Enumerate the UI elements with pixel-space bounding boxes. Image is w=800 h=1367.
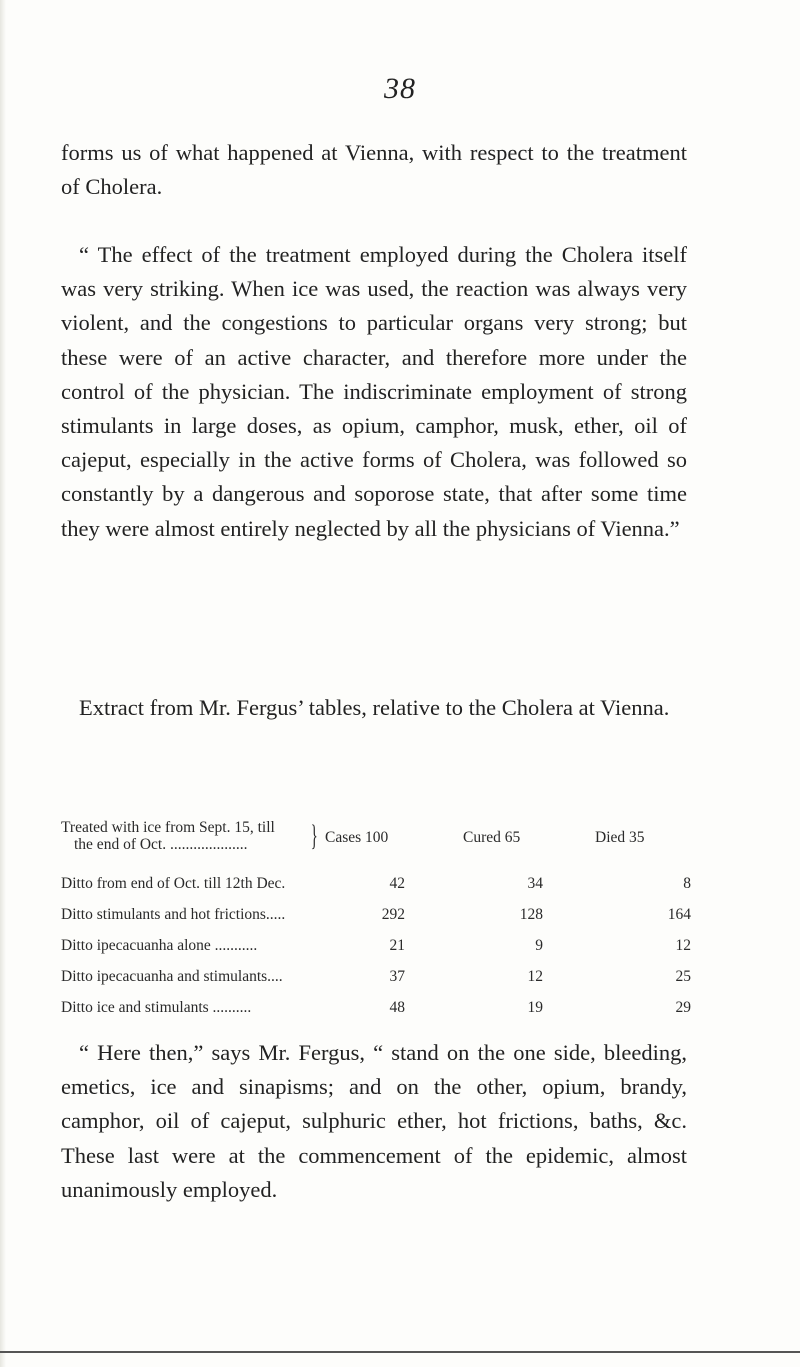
cases-value: 292	[381, 906, 405, 923]
table-row	[61, 967, 691, 987]
paragraph-quote-text: “ The effect of the treatment employed during the Cholera itself was very striking. When ice was used, the reaction was always very violent, and the congestions to particular organs very strong; but these were of an active character, and therefore more under the control of the physician. The indiscriminate employment of strong stimulants in large doses, as opium, camphor, musk, ether, oil of cajeput, especially in the active forms of Cholera, was followed so constantly by a dangerous and soporose state, that after some time they were almost entirely neglected by all the physicians of Vienna.”	[61, 242, 687, 541]
cured-value: 128	[519, 906, 543, 923]
table-row	[61, 998, 691, 1018]
page-bottom-rule	[0, 1351, 800, 1353]
row-label: Ditto stimulants and hot frictions.....	[61, 906, 286, 923]
paragraph-continuation: forms us of what happened at Vienna, with respect to the treatment of Cholera.	[61, 140, 687, 200]
cases-value: 42	[389, 875, 405, 892]
brace-glyph: }	[310, 819, 318, 852]
row-label: Ditto ipecacuanha and stimulants....	[61, 968, 283, 985]
cured-value: 12	[527, 968, 543, 985]
table-row	[61, 874, 691, 894]
cases-value: 37	[389, 968, 405, 985]
cured-value: 9	[535, 937, 543, 954]
paragraph-fergus-summary: “ Here then,” says Mr. Fergus, “ stand on the one side, bleeding, emetics, ice and sinapisms; and on the other, opium, brandy, camphor, oil of cajeput, sulphuric ether, hot frictions, baths, &c. These last were at the commencement of the epidemic, almost unanimously employed.	[61, 1040, 687, 1202]
row-label: Ditto ice and stimulants ..........	[61, 999, 252, 1016]
page-number: 38	[384, 72, 416, 105]
died-value: 8	[683, 875, 691, 892]
row-label: Ditto ipecacuanha alone ...........	[61, 937, 258, 954]
page-edge-shadow	[0, 0, 6, 1367]
died-value: 29	[675, 999, 691, 1016]
cases-header: Cases 100	[325, 829, 389, 846]
paragraph-extract-heading: Extract from Mr. Fergus’ tables, relative to the Cholera at Vienna.	[79, 695, 670, 720]
cases-value: 48	[389, 999, 405, 1016]
row-label-line2: the end of Oct. ....................	[74, 836, 248, 853]
cases-value: 21	[389, 937, 405, 954]
row-label-line1: Treated with ice from Sept. 15, till	[61, 819, 275, 836]
paragraph-quote-vienna	[61, 238, 687, 546]
table-row	[61, 819, 691, 863]
cured-header: Cured 65	[463, 829, 521, 846]
died-value: 164	[667, 906, 691, 923]
table-row	[61, 936, 691, 956]
died-value: 12	[675, 937, 691, 954]
cured-value: 34	[527, 875, 543, 892]
row-label: Ditto from end of Oct. till 12th Dec.	[61, 875, 286, 892]
died-header: Died 35	[595, 829, 645, 846]
cured-value: 19	[527, 999, 543, 1016]
died-value: 25	[675, 968, 691, 985]
table-row	[61, 905, 691, 925]
